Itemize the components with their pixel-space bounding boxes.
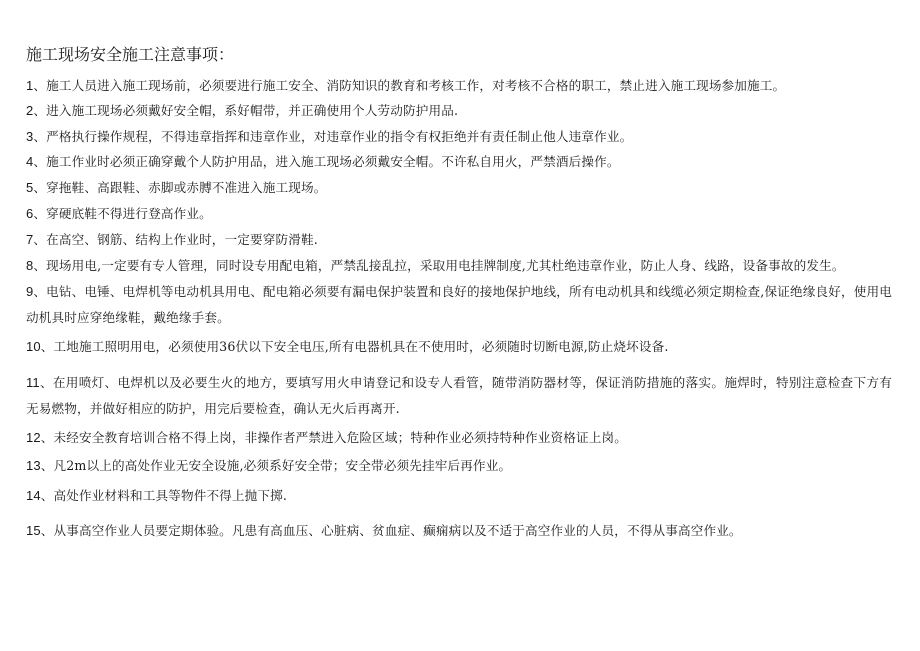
list-item-9 (26, 279, 892, 331)
item-separator: 、 (33, 259, 47, 273)
item-number: 14 (26, 488, 41, 503)
item-number: 15 (26, 523, 41, 538)
item-text: 穿拖鞋、高跟鞋、赤脚或赤膊不准进入施工现场。 (46, 180, 327, 195)
list-item-6 (26, 201, 892, 227)
item-number: 12 (26, 430, 41, 445)
item-separator: 、 (40, 459, 54, 473)
item-separator: 、 (33, 181, 47, 195)
list-item-15 (26, 518, 892, 544)
item-separator: 、 (39, 376, 53, 390)
item-number: 11 (26, 375, 40, 390)
item-number: 9 (26, 284, 34, 299)
list-item-1 (26, 73, 892, 99)
item-number: 4 (26, 154, 34, 169)
list-item-4 (26, 149, 892, 175)
item-text: 凡2m以上的高处作业无安全设施,必须系好安全带；安全带必须先挂牢后再作业。 (53, 458, 512, 473)
item-number: 2 (26, 103, 34, 118)
item-separator: 、 (40, 340, 54, 354)
item-number: 6 (26, 206, 34, 221)
item-text: 现场用电,一定要有专人管理，同时设专用配电箱，严禁乱接乱拉，采取用电挂牌制度,尤其杜绝违章作业，防止人身、线路，设备事故的发生。 (46, 258, 845, 273)
item-separator: 、 (33, 130, 47, 144)
item-separator: 、 (33, 79, 47, 93)
list-item-2 (26, 98, 892, 124)
list-item-12 (26, 425, 892, 451)
list-item-13 (26, 453, 892, 479)
item-separator: 、 (33, 207, 47, 221)
list-item-8 (26, 253, 892, 279)
item-text: 工地施工照明用电，必须使用36伏以下安全电压,所有电器机具在不使用时，必须随时切断电源,防止烧坏设备. (53, 339, 669, 354)
item-separator: 、 (40, 524, 54, 538)
item-number: 7 (26, 232, 34, 247)
item-text: 在用喷灯、电焊机以及必要生火的地方，要填写用火申请登记和设专人看管，随带消防器材等，保证消防措施的落实。施焊时，特别注意检查下方有无易燃物，并做好相应的防护，用完后要检查，确认无火后再离开. (26, 375, 893, 416)
page-title: 施工现场安全施工注意事项： (26, 45, 235, 64)
list-item-3 (26, 124, 892, 150)
item-text: 进入施工现场必须戴好安全帽，系好帽带，并正确使用个人劳动防护用品. (46, 103, 459, 118)
list-item-5 (26, 175, 892, 201)
item-text: 未经安全教育培训合格不得上岗，非操作者严禁进入危险区域；特种作业必须持特种作业资格证上岗。 (53, 430, 627, 445)
item-text: 穿硬底鞋不得进行登高作业。 (46, 206, 212, 221)
item-number: 5 (26, 180, 34, 195)
item-separator: 、 (33, 104, 47, 118)
item-separator: 、 (33, 233, 47, 247)
item-separator: 、 (33, 285, 47, 299)
item-text: 施工人员进入施工现场前，必须要进行施工安全、消防知识的教育和考核工作，对考核不合格的职工，禁止进入施工现场参加施工。 (46, 78, 786, 93)
item-separator: 、 (33, 155, 47, 169)
item-number: 3 (26, 129, 34, 144)
item-text: 施工作业时必须正确穿戴个人防护用品，进入施工现场必须戴安全帽。不许私自用火，严禁酒后操作。 (46, 154, 620, 169)
document-page (26, 0, 894, 651)
item-text: 从事高空作业人员要定期体验。凡患有高血压、心脏病、贫血症、癫痫病以及不适于高空作业的人员，不得从事高空作业。 (53, 523, 742, 538)
item-number: 10 (26, 339, 41, 354)
list-item-14 (26, 483, 892, 509)
item-text: 高处作业材料和工具等物件不得上抛下掷. (53, 488, 288, 503)
list-item-11 (26, 370, 892, 422)
list-item-10 (26, 334, 892, 360)
item-text: 电钻、电锤、电焊机等电动机具用电、配电箱必须要有漏电保护装置和良好的接地保护地线，所有电动机具和线缆必须定期检查,保证绝缘良好，使用电动机具时应穿绝缘鞋，戴绝缘手套。 (26, 284, 892, 325)
item-number: 8 (26, 258, 34, 273)
item-separator: 、 (40, 489, 54, 503)
list-item-7 (26, 227, 892, 253)
item-separator: 、 (40, 431, 54, 445)
item-number: 13 (26, 458, 41, 473)
item-text: 在高空、钢筋、结构上作业时，一定要穿防滑鞋. (46, 232, 318, 247)
item-text: 严格执行操作规程，不得违章指挥和违章作业，对违章作业的指令有权拒绝并有责任制止他人违章作业。 (46, 129, 633, 144)
item-number: 1 (26, 78, 34, 93)
